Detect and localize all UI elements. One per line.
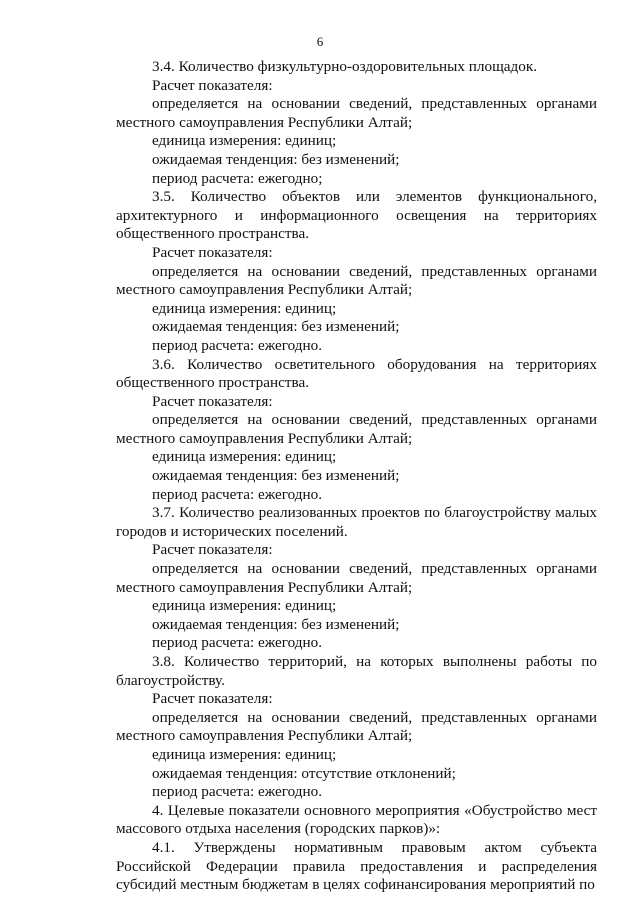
expected-trend: ожидаемая тенденция: без изменений;	[152, 615, 400, 633]
calculation-period: период расчета: ежегодно.	[152, 336, 323, 354]
measurement-unit: единица измерения: единиц;	[152, 299, 337, 317]
calculation-period: период расчета: ежегодно.	[152, 783, 323, 801]
indicator-3-4-title: 3.4. Количество физкультурно-оздоровительных площадок.	[152, 58, 537, 75]
expected-trend: ожидаемая тенденция: отсутствие отклонений;	[152, 764, 456, 782]
calculation-source: определяется на основании сведений, представленных органами местного самоуправления Республики Алтай;	[116, 708, 597, 745]
calculation-heading: Расчет показателя:	[152, 392, 273, 410]
measurement-unit: единица измерения: единиц;	[152, 745, 337, 763]
calculation-source: определяется на основании сведений, представленных органами местного самоуправления Республики Алтай;	[116, 262, 597, 299]
indicator-3-8-title: 3.8. Количество территорий, на которых выполнены работы по благоустройству.	[116, 653, 597, 689]
expected-trend: ожидаемая тенденция: без изменений;	[152, 150, 400, 168]
measurement-unit: единица измерения: единиц;	[152, 448, 337, 466]
calculation-period: период расчета: ежегодно.	[152, 485, 323, 503]
measurement-unit: единица измерения: единиц;	[152, 597, 337, 615]
calculation-source: определяется на основании сведений, представленных органами местного самоуправления Республики Алтай;	[116, 411, 597, 447]
section-4-heading: 4. Целевые показатели основного мероприятия «Обустройство мест массового отдыха населения (городских парков)»:	[116, 801, 597, 838]
indicator-3-7-title: 3.7. Количество реализованных проектов по благоустройству малых городов и исторических поселений.	[116, 504, 597, 540]
calculation-period: период расчета: ежегодно;	[152, 169, 323, 187]
expected-trend: ожидаемая тенденция: без изменений;	[152, 467, 400, 485]
document-body	[116, 58, 597, 895]
indicator-4-1-text: 4.1. Утверждены нормативным правовым актом субъекта Российской Федерации правила предоставления и распределения субсидий местным бюджетам в целях софинансирования мероприятий по	[116, 838, 597, 894]
calculation-heading: Расчет показателя:	[152, 243, 273, 261]
calculation-source: определяется на основании сведений, представленных органами местного самоуправления Республики Алтай;	[116, 560, 597, 596]
calculation-source: определяется на основании сведений, представленных органами местного самоуправления Республики Алтай;	[116, 95, 597, 131]
indicator-3-5-title: 3.5. Количество объектов или элементов функционального, архитектурного и информационного освещения на территориях общественного пространства.	[116, 188, 597, 243]
expected-trend: ожидаемая тенденция: без изменений;	[152, 318, 400, 336]
measurement-unit: единица измерения: единиц;	[152, 132, 337, 150]
calculation-period: период расчета: ежегодно.	[152, 634, 323, 652]
calculation-heading: Расчет показателя:	[152, 690, 273, 708]
indicator-3-6-title: 3.6. Количество осветительного оборудования на территориях общественного пространства.	[116, 355, 597, 392]
page-number: 6	[316, 34, 324, 49]
calculation-heading: Расчет показателя:	[152, 541, 273, 559]
calculation-heading: Расчет показателя:	[152, 76, 273, 94]
